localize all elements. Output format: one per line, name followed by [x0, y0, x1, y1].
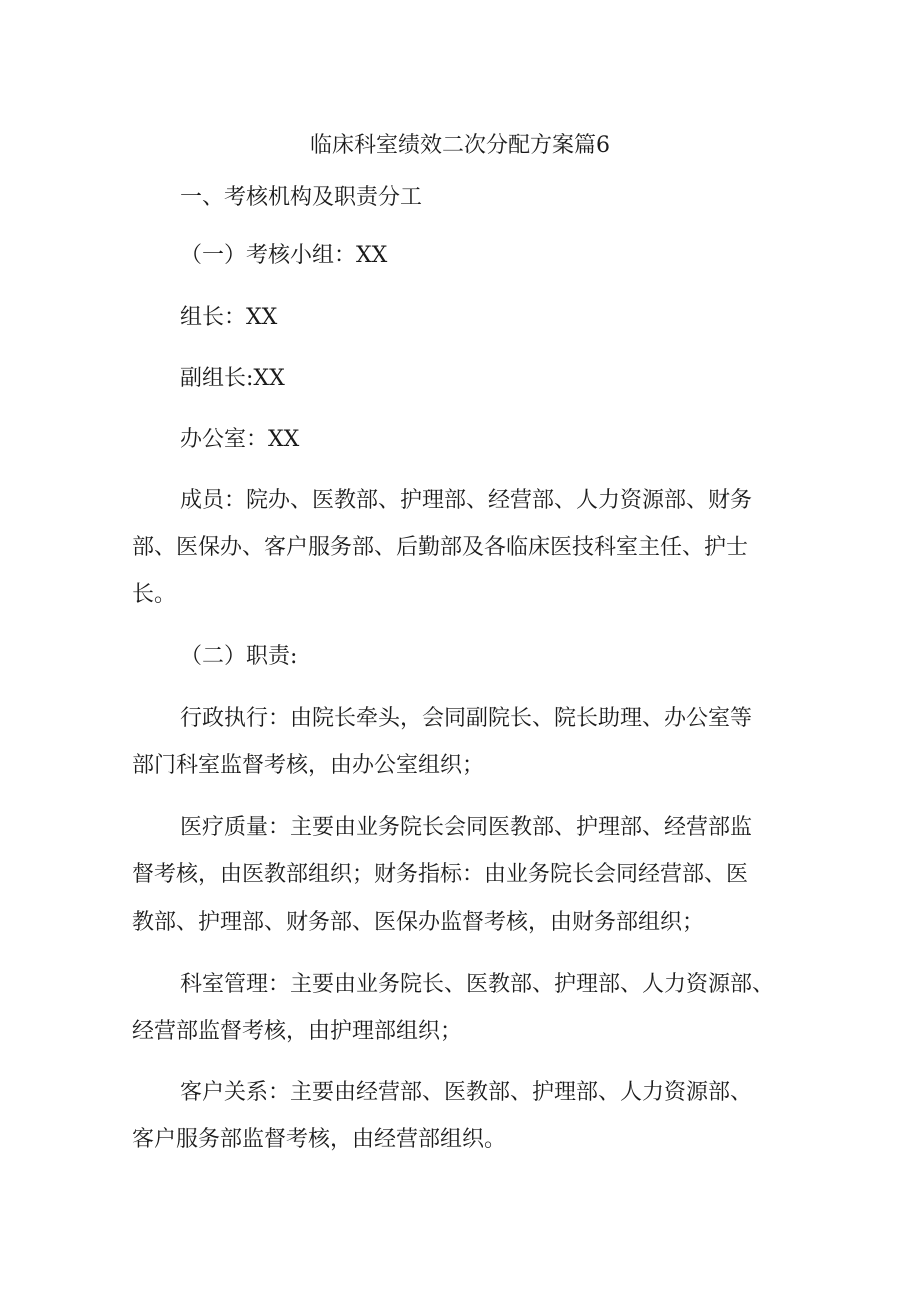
paragraph-line: 成员：院办、医教部、护理部、经营部、人力资源部、财务: [180, 488, 753, 513]
deputy-leader-line: 副组长:XX: [180, 366, 285, 391]
paragraph-line: 教部、护理部、财务部、医保办监督考核，由财务部组织；: [132, 910, 705, 935]
paragraph-line: 督考核，由医教部组织；财务指标：由业务院长会同经营部、医: [132, 862, 749, 887]
paragraph-line: 客户关系：主要由经营部、医教部、护理部、人力资源部、: [180, 1080, 753, 1105]
office-line: 办公室：XX: [180, 427, 300, 452]
leader-line: 组长：XX: [180, 305, 278, 330]
paragraph-line: 行政执行：由院长牵头，会同副院长、院长助理、办公室等: [180, 706, 753, 731]
document-title: 临床科室绩效二次分配方案篇6: [310, 133, 610, 158]
paragraph-line: 科室管理：主要由业务院长、医教部、护理部、人力资源部、: [180, 972, 775, 997]
paragraph-line: 医疗质量：主要由业务院长会同医教部、护理部、经营部监: [180, 815, 753, 840]
section-heading-1: 一、考核机构及职责分工: [180, 185, 423, 210]
subsection-heading-duties: （二）职责:: [180, 644, 298, 669]
paragraph-line: 部门科室监督考核，由办公室组织；: [132, 753, 485, 778]
paragraph-line: 部、医保办、客户服务部、后勤部及各临床医技科室主任、护士: [132, 535, 749, 560]
paragraph-line: 经营部监督考核，由护理部组织；: [132, 1019, 463, 1044]
paragraph-line: 客户服务部监督考核，由经营部组织。: [132, 1127, 507, 1152]
subsection-heading-assessment-group: （一）考核小组：XX: [180, 243, 388, 268]
paragraph-line: 长。: [132, 582, 177, 607]
